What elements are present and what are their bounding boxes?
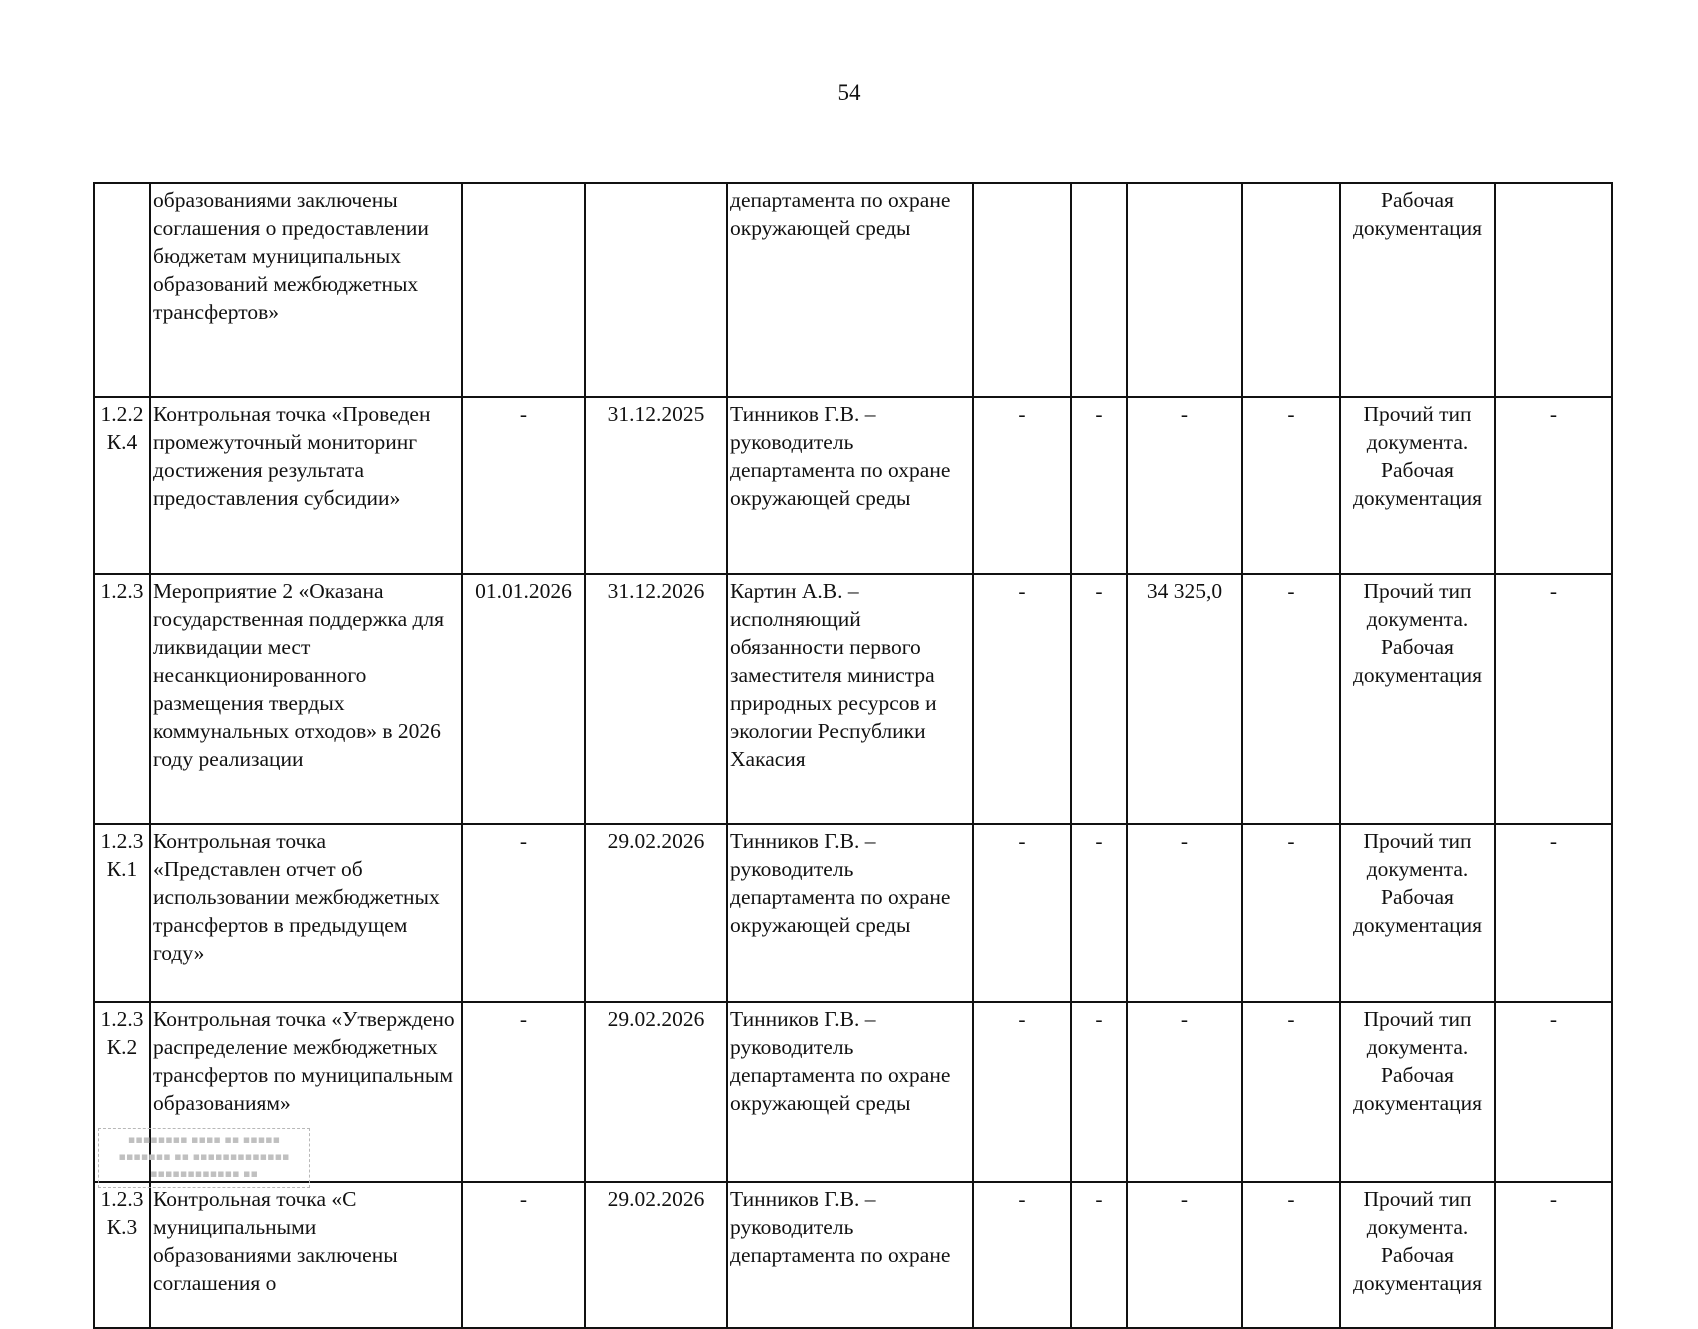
value-cell-1: - [973,1182,1071,1328]
table-row [94,1182,1612,1328]
document-type-cell: Прочий тип документа. Рабочая документация [1340,1002,1495,1182]
value-cell-4: - [1242,1002,1340,1182]
value-cell-2: - [1071,1182,1127,1328]
table-row [94,574,1612,824]
value-cell-1: - [973,397,1071,574]
end-date-cell: 29.02.2026 [585,1002,727,1182]
value-cell-1 [973,183,1071,397]
document-type-cell: Прочий тип документа. Рабочая документация [1340,397,1495,574]
electronic-signature-stamp: ▪▪▪▪▪▪▪▪ ▪▪▪▪ ▪▪ ▪▪▪▪▪ ▪▪▪▪▪▪▪ ▪▪ ▪▪▪▪▪▪▪▪▪▪▪▪▪ ▪▪▪▪▪▪▪▪▪▪▪▪ ▪▪ [98,1128,310,1188]
row-number-cell: 1.2.2 К.4 [94,397,150,574]
row-number-cell: 1.2.3 К.2 [94,1002,150,1182]
value-cell-2: - [1071,574,1127,824]
end-date-cell: 29.02.2026 [585,824,727,1002]
event-name-cell: Контрольная точка «Представлен отчет об использовании межбюджетных трансфертов в предыдущем году» [150,824,462,1002]
table-row [94,824,1612,1002]
event-name-cell: Контрольная точка «Утверждено распределение межбюджетных трансфертов по муниципальным образованиям» [150,1002,462,1182]
value-cell-3 [1127,183,1242,397]
end-date-cell: 29.02.2026 [585,1182,727,1328]
information-system-cell: - [1495,1002,1612,1182]
event-name-cell: образованиями заключены соглашения о предоставлении бюджетам муниципальных образований межбюджетных трансфертов» [150,183,462,397]
value-cell-4: - [1242,574,1340,824]
start-date-cell: - [462,824,585,1002]
value-cell-2: - [1071,397,1127,574]
end-date-cell: 31.12.2026 [585,574,727,824]
row-number-cell: 1.2.3 [94,574,150,824]
end-date-cell: 31.12.2025 [585,397,727,574]
document-type-cell: Прочий тип документа. Рабочая документация [1340,1182,1495,1328]
value-cell-4: - [1242,824,1340,1002]
value-cell-4: - [1242,1182,1340,1328]
plan-table [93,182,1613,1329]
start-date-cell: - [462,1182,585,1328]
responsible-cell: Картин А.В. – исполняющий обязанности первого заместителя министра природных ресурсов и экологии Республики Хакасия [727,574,973,824]
event-name-cell: Мероприятие 2 «Оказана государственная поддержка для ликвидации мест несанкционированного размещения твердых коммунальных отходов» в 2026 году реализации [150,574,462,824]
row-number-cell: 1.2.3 К.3 [94,1182,150,1328]
value-cell-4: - [1242,397,1340,574]
information-system-cell: - [1495,824,1612,1002]
row-number-cell: 1.2.3 К.1 [94,824,150,1002]
table-row [94,183,1612,397]
information-system-cell: - [1495,574,1612,824]
row-number-cell [94,183,150,397]
start-date-cell [462,183,585,397]
information-system-cell: - [1495,1182,1612,1328]
responsible-cell: Тинников Г.В. – руководитель департамента по охране окружающей среды [727,1002,973,1182]
responsible-cell: департамента по охране окружающей среды [727,183,973,397]
responsible-cell: Тинников Г.В. – руководитель департамента по охране окружающей среды [727,824,973,1002]
event-name-cell: Контрольная точка «Проведен промежуточный мониторинг достижения результата предоставления субсидии» [150,397,462,574]
information-system-cell: - [1495,397,1612,574]
document-type-cell: Рабочая документация [1340,183,1495,397]
event-name-cell: Контрольная точка «С муниципальными образованиями заключены соглашения о [150,1182,462,1328]
value-cell-2: - [1071,1002,1127,1182]
table-row [94,397,1612,574]
document-type-cell: Прочий тип документа. Рабочая документация [1340,824,1495,1002]
start-date-cell: 01.01.2026 [462,574,585,824]
information-system-cell [1495,183,1612,397]
value-cell-1: - [973,574,1071,824]
start-date-cell: - [462,397,585,574]
table-row [94,1002,1612,1182]
value-cell-3: - [1127,397,1242,574]
value-cell-3: 34 325,0 [1127,574,1242,824]
responsible-cell: Тинников Г.В. – руководитель департамента по охране окружающей среды [727,397,973,574]
end-date-cell [585,183,727,397]
value-cell-3: - [1127,1182,1242,1328]
value-cell-2: - [1071,824,1127,1002]
page-number: 54 [837,80,861,105]
responsible-cell: Тинников Г.В. – руководитель департамента по охране [727,1182,973,1328]
value-cell-3: - [1127,1002,1242,1182]
value-cell-1: - [973,1002,1071,1182]
value-cell-3: - [1127,824,1242,1002]
value-cell-2 [1071,183,1127,397]
start-date-cell: - [462,1002,585,1182]
document-type-cell: Прочий тип документа. Рабочая документация [1340,574,1495,824]
value-cell-1: - [973,824,1071,1002]
value-cell-4 [1242,183,1340,397]
